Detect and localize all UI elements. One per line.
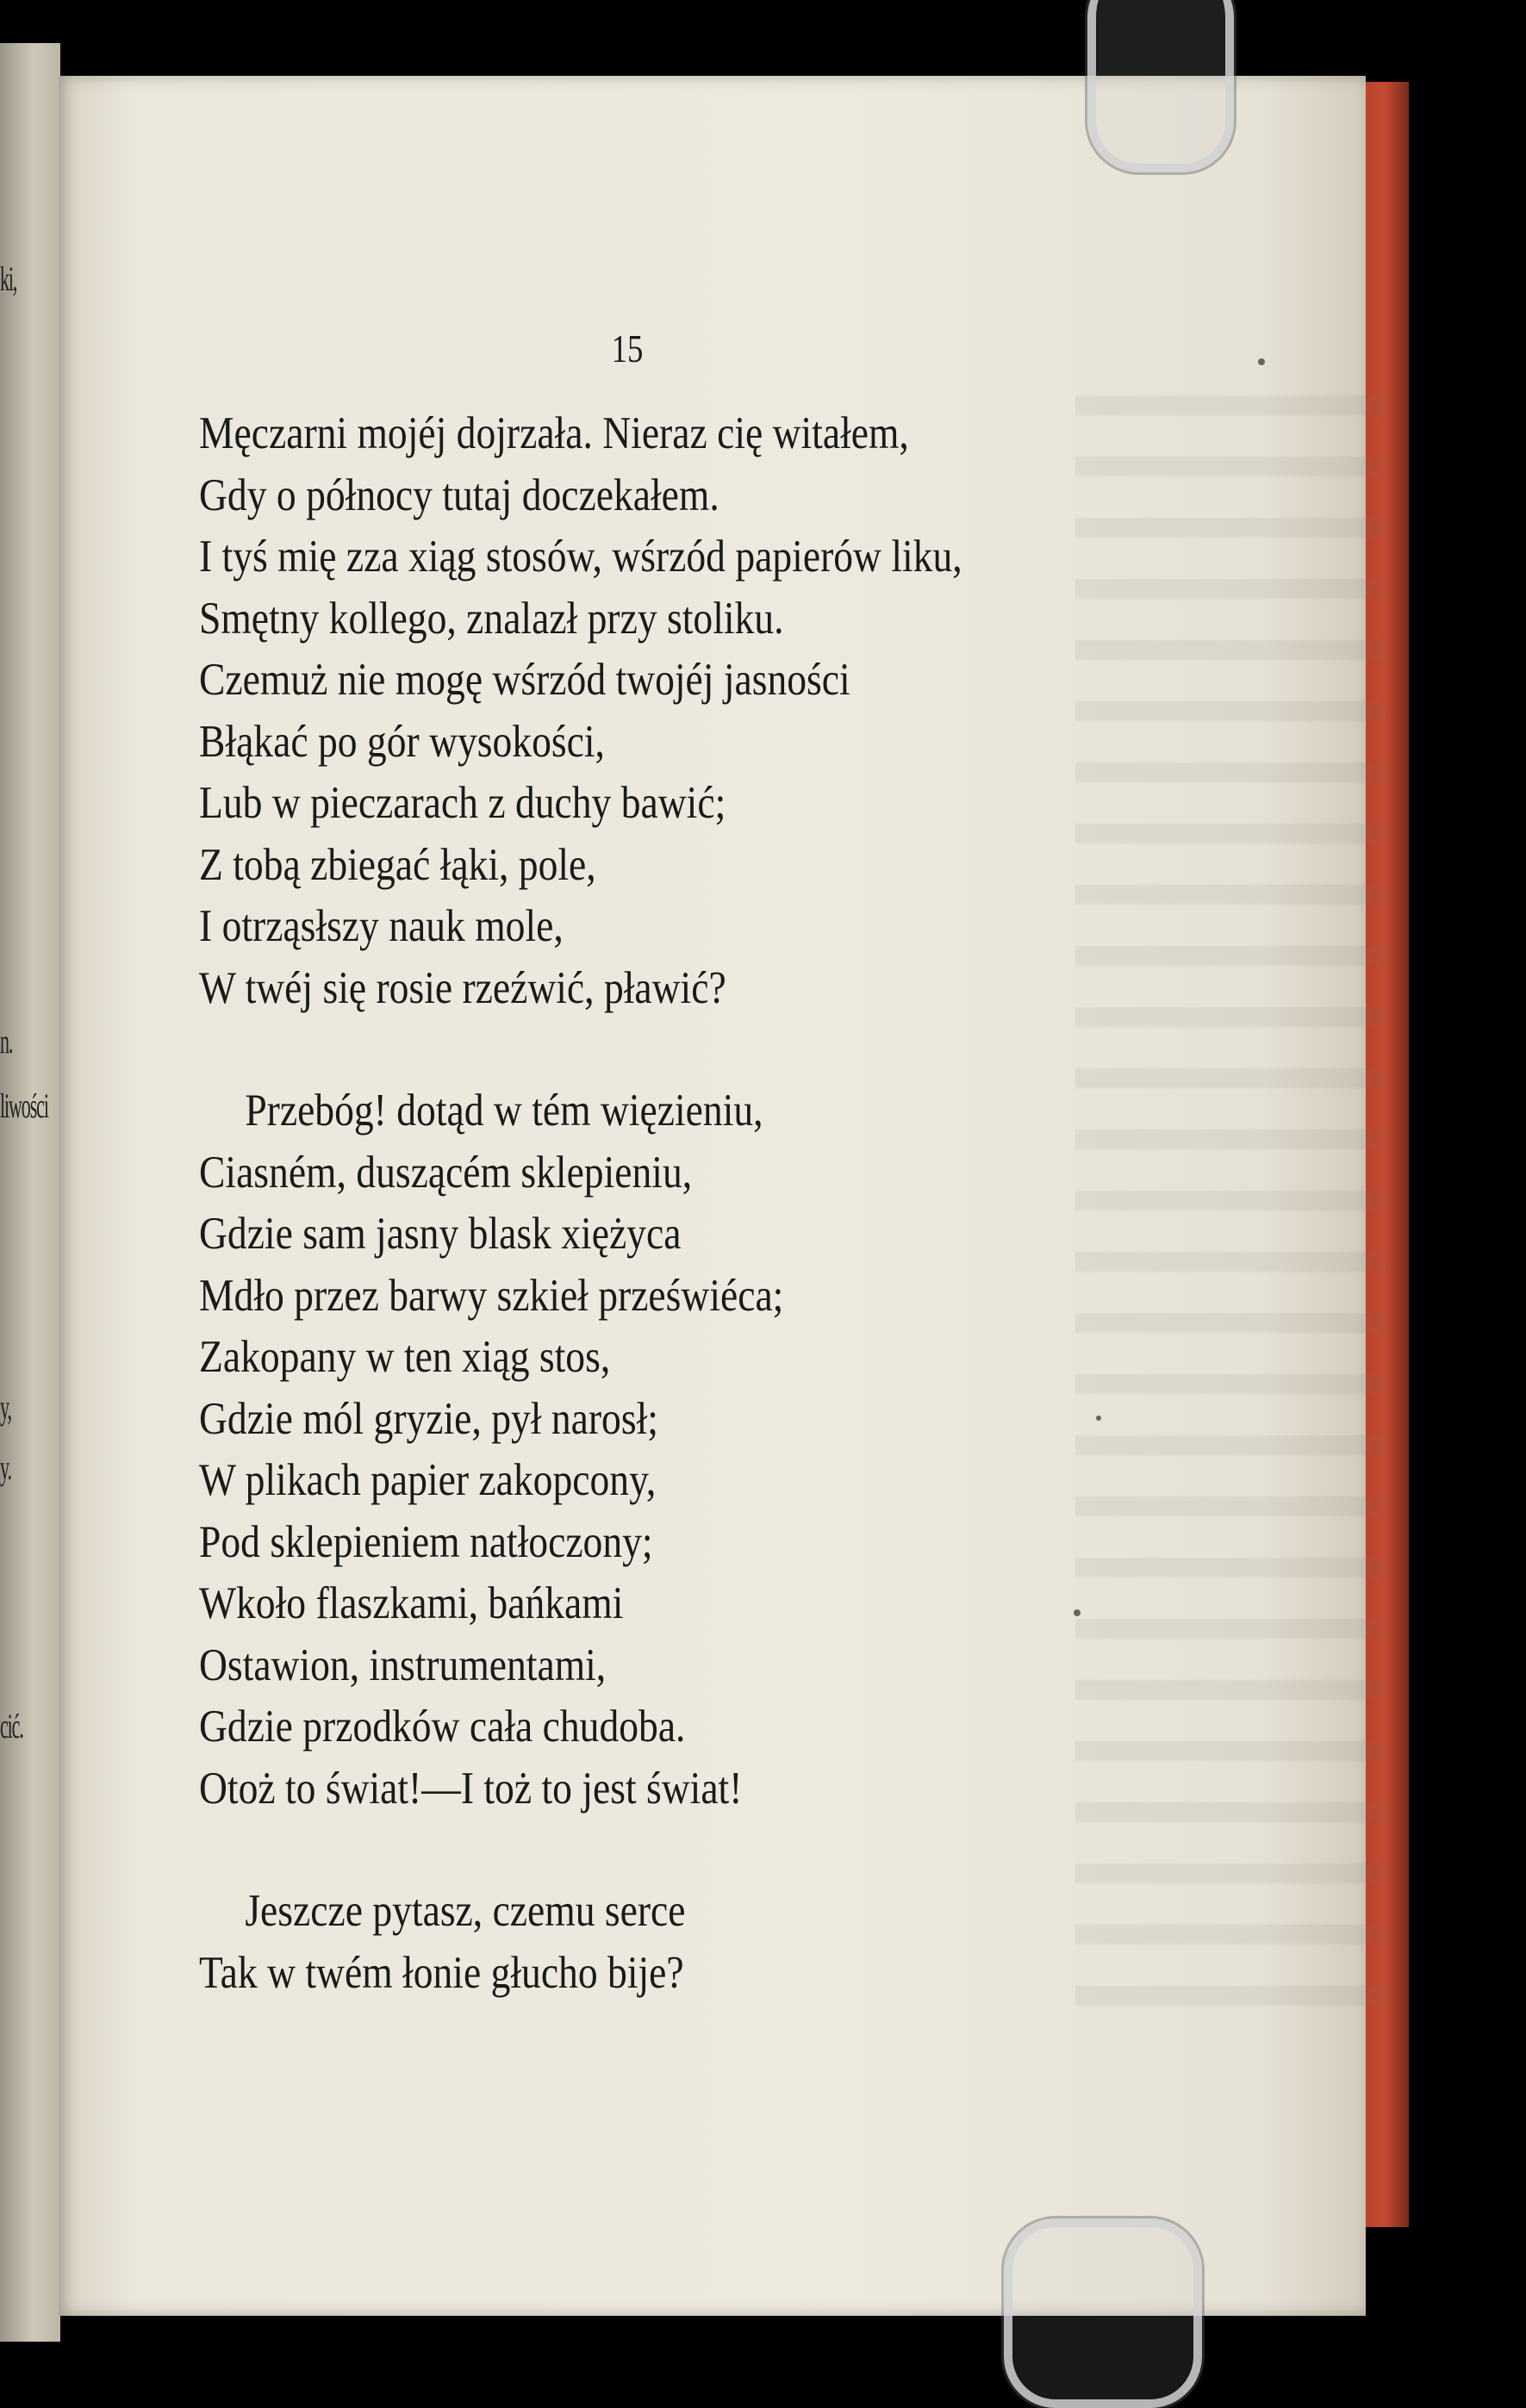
poem-text (199, 403, 1087, 2065)
poem-line: Błąkać po gór wysokości, (199, 716, 605, 767)
previous-page-fragment: ki, (0, 259, 17, 298)
poem-line: Jeszcze pytasz, czemu serce (245, 1886, 686, 1936)
poem-line: Tak w twém łonie głucho bije? (199, 1947, 684, 1998)
poem-line: Mdło przez barwy szkieł przeświéca; (199, 1270, 784, 1321)
poem-line: W plikach papier zakopcony, (199, 1455, 657, 1505)
poem-line: Ostawion, instrumentami, (199, 1640, 607, 1690)
previous-page-edge (0, 43, 60, 2342)
previous-page-fragment: liwości (0, 1086, 48, 1125)
book-page (59, 76, 1366, 2316)
previous-page-fragment: y, (0, 1388, 11, 1427)
page-clip-top (1087, 0, 1234, 172)
poem-line: Męczarni mojéj dojrzała. Nieraz cię witałem, (199, 408, 909, 458)
previous-page-fragment: y. (0, 1448, 11, 1487)
poem-line: Smętny kollego, znalazł przy stoliku. (199, 593, 784, 644)
stanza-3 (199, 1881, 1087, 2004)
poem-line: I otrząsłszy nauk mole, (199, 901, 564, 951)
paper-speck (1258, 358, 1265, 365)
poem-line: Czemuż nie mogę wśrzód twojéj jasności (199, 655, 850, 705)
stanza-2 (199, 1080, 1087, 1820)
paper-speck (1096, 1416, 1101, 1421)
poem-line: Zakopany w ten xiąg stos, (199, 1332, 611, 1382)
poem-line: Z tobą zbiegać łąki, pole, (199, 839, 596, 890)
show-through-text (1075, 360, 1386, 2040)
poem-line: Otoż to świat!—I toż to jest świat! (199, 1763, 743, 1814)
poem-line: Przebóg! dotąd w tém więzieniu, (245, 1086, 763, 1136)
poem-line: Wkoło flaszkami, bańkami (199, 1578, 624, 1628)
poem-line: W twéj się rosie rzeźwić, pławić? (199, 962, 726, 1013)
previous-page-fragment: n. (0, 1022, 13, 1061)
poem-line: I tyś mię zza xiąg stosów, wśrzód papierów liku, (199, 532, 962, 582)
poem-line: Gdzie przodków cała chudoba. (199, 1702, 686, 1752)
paper-speck (1074, 1609, 1081, 1616)
previous-page-fragment: cić. (0, 1707, 23, 1745)
poem-line: Pod sklepieniem natłoczony; (199, 1516, 653, 1567)
poem-line: Gdzie mól gryzie, pył narosł; (199, 1393, 658, 1444)
poem-line: Gdzie sam jasny blask xiężyca (199, 1209, 682, 1259)
page-clip-bottom (1004, 2218, 1202, 2408)
poem-line: Lub w pieczarach z duchy bawić; (199, 778, 726, 828)
poem-line: Ciasném, duszącém sklepieniu, (199, 1147, 693, 1198)
poem-line: Gdy o północy tutaj doczekałem. (199, 470, 719, 520)
stanza-1 (199, 403, 1087, 1019)
page-number: 15 (611, 327, 644, 370)
